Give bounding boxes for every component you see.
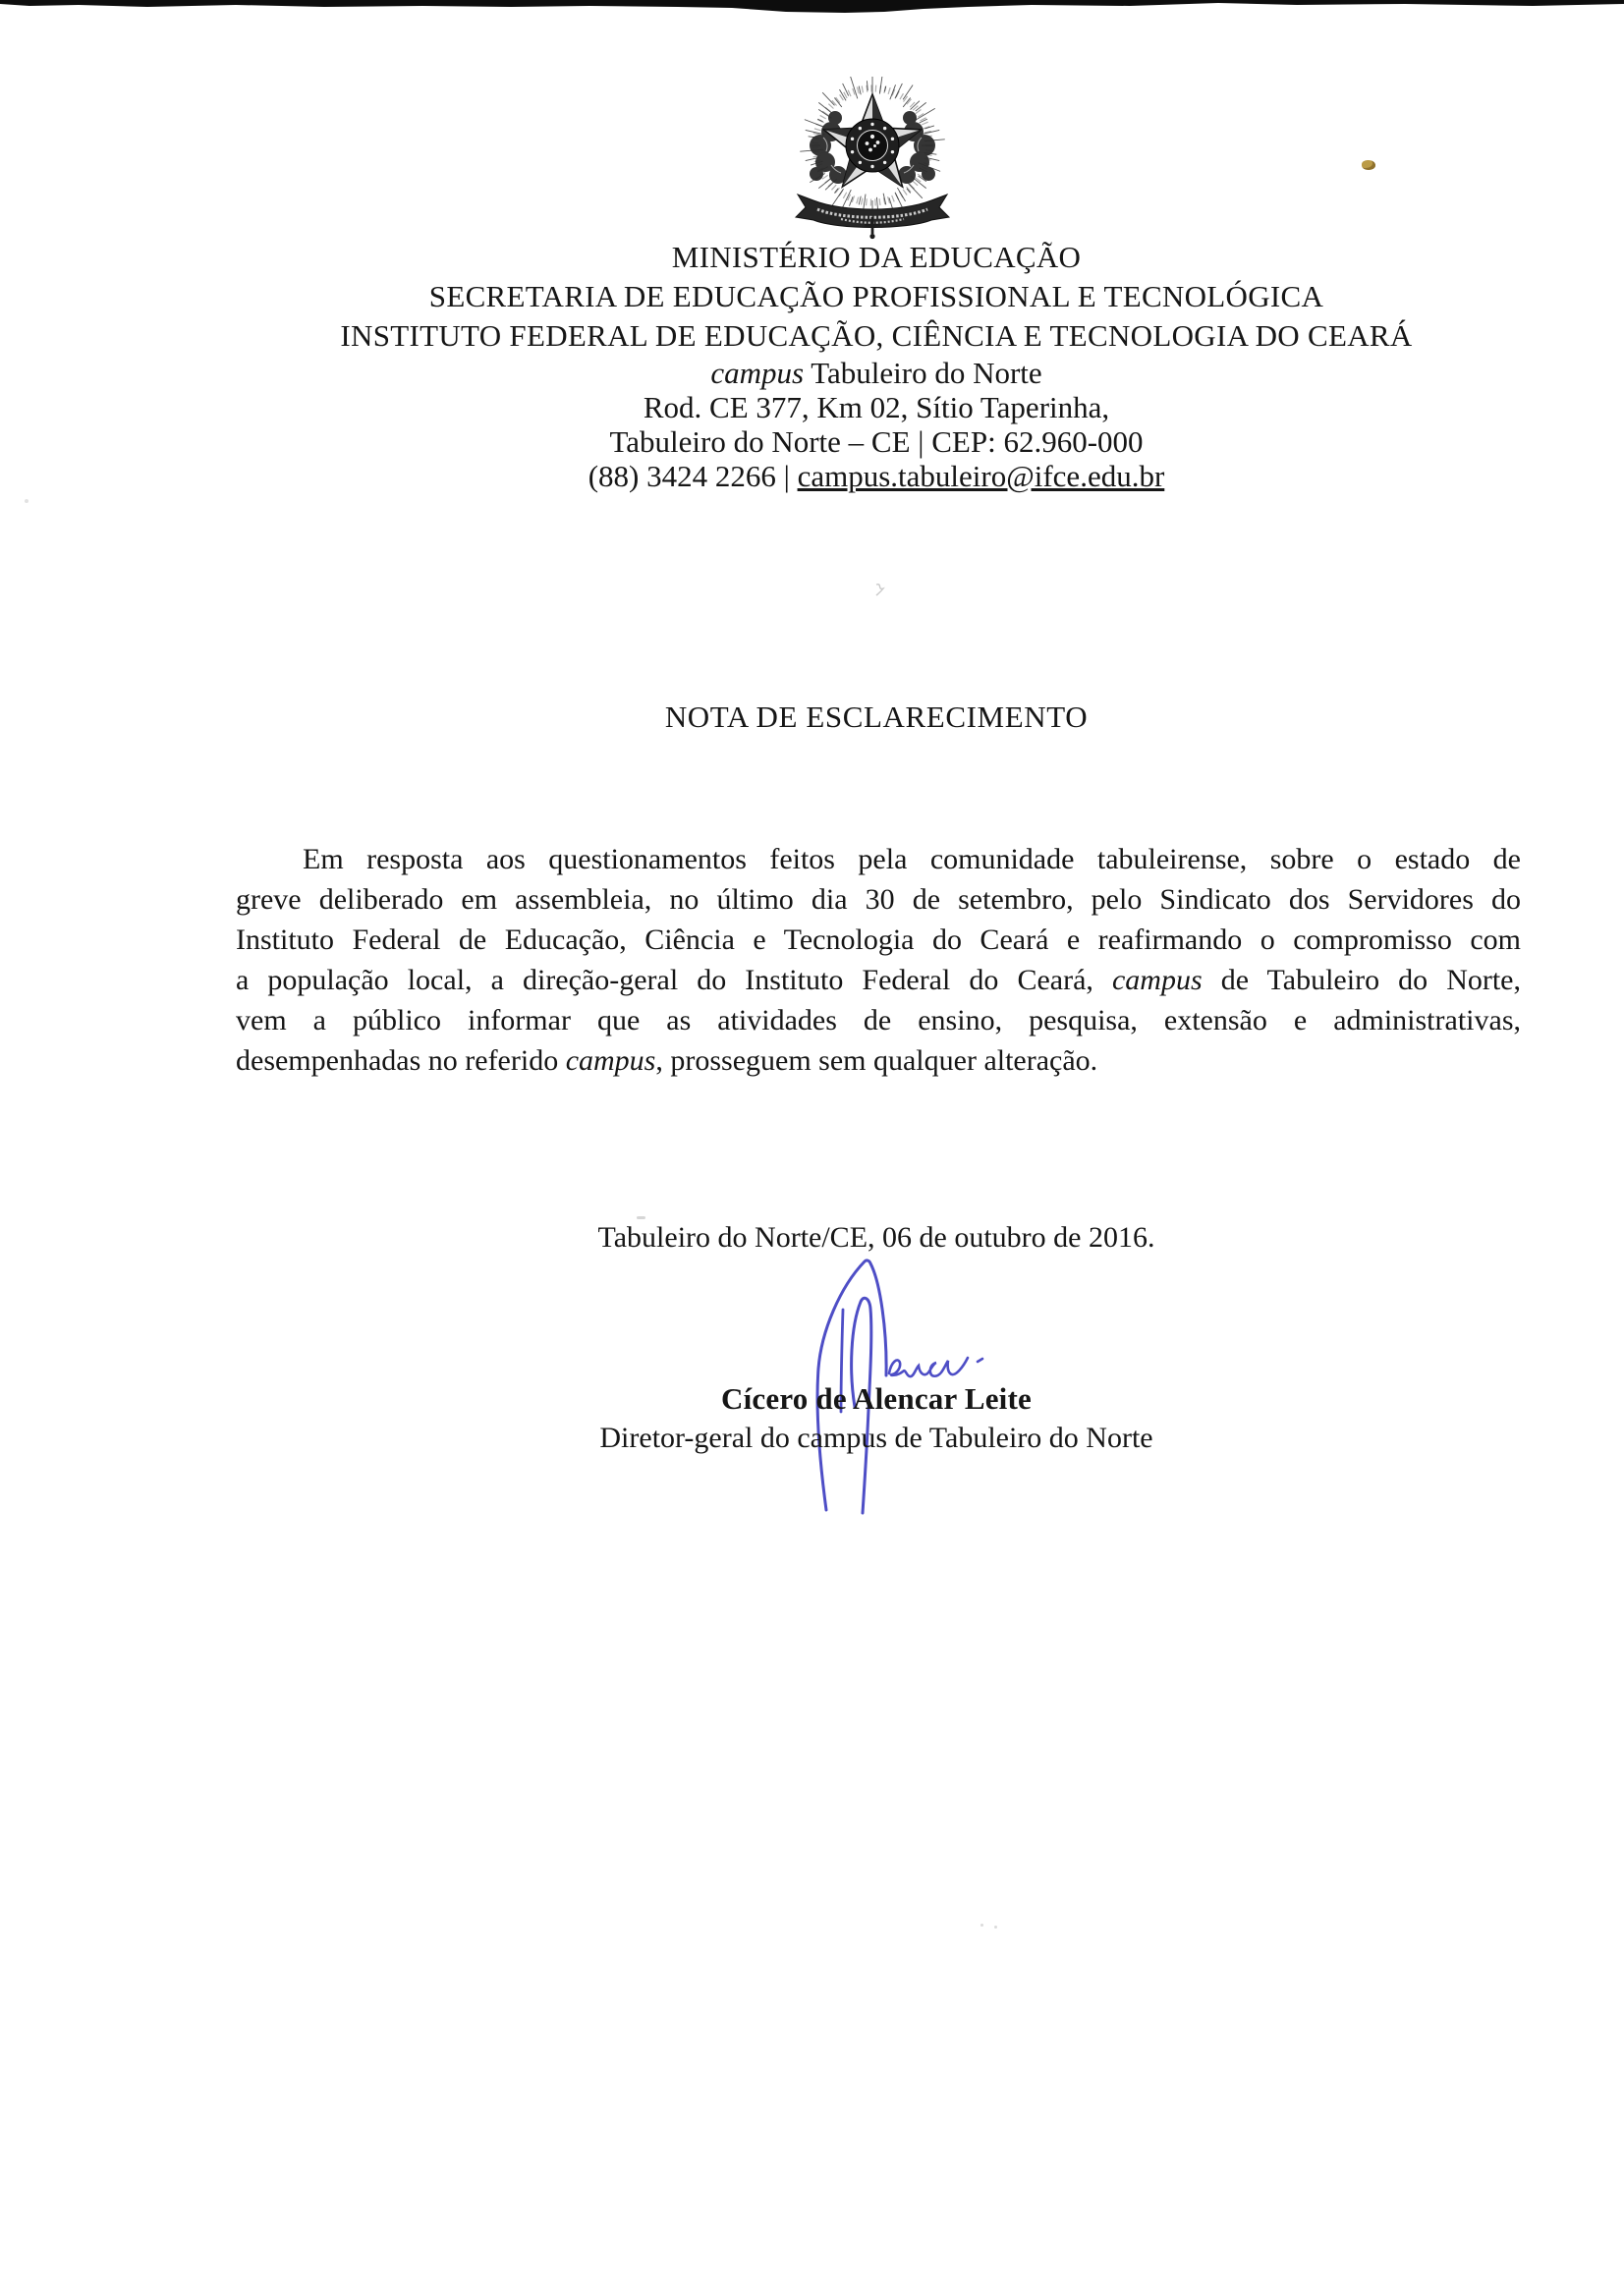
scan-squiggle xyxy=(873,582,887,597)
letterhead xyxy=(0,238,1624,493)
address-line-1: Rod. CE 377, Km 02, Sítio Taperinha, xyxy=(643,390,1110,424)
phone-number: (88) 3424 2266 | xyxy=(588,459,798,493)
address-line-2: Tabuleiro do Norte – CE | CEP: 62.960-000 xyxy=(609,424,1144,459)
contact-line xyxy=(129,459,1624,493)
institute-line: INSTITUTO FEDERAL DE EDUCAÇÃO, CIÊNCIA E TECNOLOGIA DO CEARÁ xyxy=(340,318,1413,353)
email-address: campus.tabuleiro@ifce.edu.br xyxy=(797,459,1165,493)
scan-dash xyxy=(637,1216,645,1219)
body-line: a população local, a direção-geral do Instituto Federal do Ceará, campus de Tabuleiro do Norte, xyxy=(236,964,1521,996)
body-line: Em resposta aos questionamentos feitos pela comunidade tabuleirense, sobre o estado de xyxy=(303,843,1521,875)
body-paragraph xyxy=(236,839,1521,1081)
scan-dot xyxy=(25,499,28,503)
signer-role: Diretor-geral do campus de Tabuleiro do Norte xyxy=(599,1422,1153,1454)
place-date-line: Tabuleiro do Norte/CE, 06 de outubro de 2016. xyxy=(597,1221,1155,1254)
scan-speck xyxy=(1362,160,1375,170)
body-line: Instituto Federal de Educação, Ciência e Tecnologia do Ceará e reafirmando o compromisso com xyxy=(236,924,1521,956)
secretariat-line: SECRETARIA DE EDUCAÇÃO PROFISSIONAL E TECNOLÓGICA xyxy=(428,279,1324,313)
body-line: desempenhadas no referido campus, prosseguem sem qualquer alteração. xyxy=(236,1044,1098,1077)
ministry-line: MINISTÉRIO DA EDUCAÇÃO xyxy=(671,240,1082,274)
campus-line: campus Tabuleiro do Norte xyxy=(710,356,1042,390)
document-title: NOTA DE ESCLARECIMENTO xyxy=(664,700,1089,734)
scan-dot xyxy=(980,1924,983,1927)
body-line: vem a público informar que as atividades de ensino, pesquisa, extensão e administrativas, xyxy=(236,1004,1521,1036)
body-line: greve deliberado em assembleia, no último dia 30 de setembro, pelo Sindicato dos Servidores do xyxy=(236,883,1521,916)
handwritten-signature xyxy=(796,1233,1002,1528)
scan-edge-artifact xyxy=(0,0,1624,16)
central-disc xyxy=(846,119,899,172)
signer-name: Cícero de Alencar Leite xyxy=(721,1381,1032,1416)
brazil-coat-of-arms-icon xyxy=(784,77,961,244)
